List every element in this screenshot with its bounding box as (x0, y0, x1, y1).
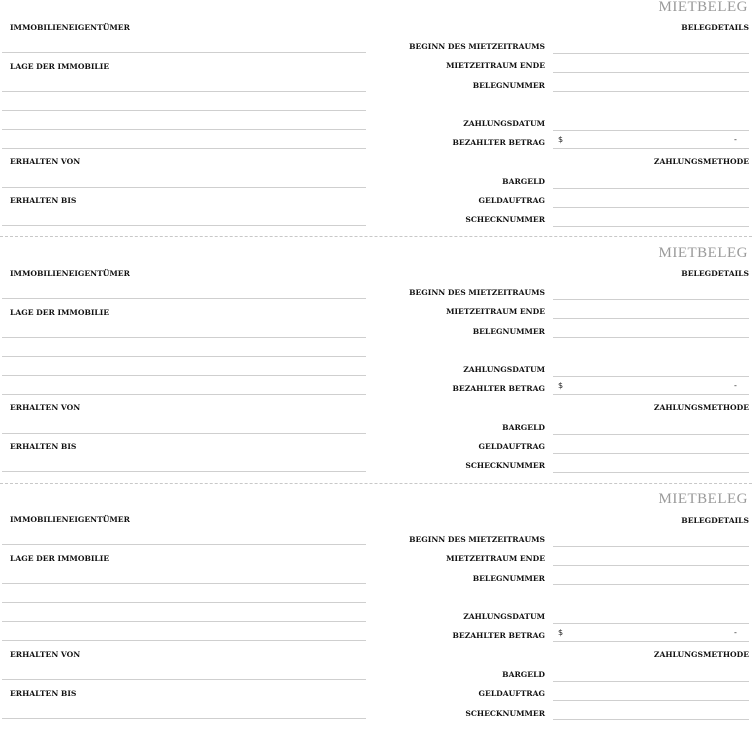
property-label: LAGE DER IMMOBILIE (10, 308, 110, 317)
rent-start-label: BEGINN DES MIETZEITRAUMS (409, 535, 545, 544)
currency-symbol: $ (558, 628, 564, 637)
check-number-label: SCHECKNUMMER (465, 709, 545, 718)
payment-method-label: ZAHLUNGSMETHODE (653, 403, 749, 412)
currency-symbol: $ (558, 135, 564, 144)
amount-paid-label: BEZAHLTER BETRAG (452, 138, 545, 147)
cut-line (0, 483, 752, 484)
rent-end-field[interactable] (553, 318, 749, 319)
rent-receipt-1 (0, 0, 752, 246)
payment-date-field[interactable] (553, 623, 749, 624)
received-from-field[interactable] (2, 433, 366, 434)
cut-line (0, 236, 752, 237)
rent-end-field[interactable] (553, 72, 749, 73)
amount-suffix: - (734, 381, 737, 390)
details-label: BELEGDETAILS (681, 23, 749, 32)
received-by-field[interactable] (2, 471, 366, 472)
rent-end-field[interactable] (553, 565, 749, 566)
rent-start-label: BEGINN DES MIETZEITRAUMS (409, 42, 545, 51)
amount-paid-label: BEZAHLTER BETRAG (452, 384, 545, 393)
property-label: LAGE DER IMMOBILIE (10, 62, 110, 71)
cash-field[interactable] (553, 434, 749, 435)
payment-date-label: ZAHLUNGSDATUM (463, 612, 545, 621)
receipt-number-label: BELEGNUMMER (472, 574, 545, 583)
property-field-line-4[interactable] (2, 640, 366, 641)
currency-symbol: $ (558, 381, 564, 390)
cash-field[interactable] (553, 188, 749, 189)
rent-end-label: MIETZEITRAUM ENDE (446, 554, 545, 563)
received-from-field[interactable] (2, 187, 366, 188)
property-field-line-1[interactable] (2, 583, 366, 584)
received-by-label: ERHALTEN BIS (10, 196, 77, 205)
receipt-title: MIETBELEG (658, 0, 748, 15)
received-by-label: ERHALTEN BIS (10, 442, 77, 451)
rent-start-field[interactable] (553, 299, 749, 300)
property-field-line-4[interactable] (2, 394, 366, 395)
property-field-line-1[interactable] (2, 337, 366, 338)
rent-end-label: MIETZEITRAUM ENDE (446, 307, 545, 316)
owner-label: IMMOBILIENEIGENTÜMER (10, 269, 130, 278)
rent-start-field[interactable] (553, 546, 749, 547)
money-order-label: GELDAUFTRAG (478, 689, 545, 698)
payment-method-label: ZAHLUNGSMETHODE (653, 157, 749, 166)
amount-paid-field[interactable] (553, 641, 749, 642)
cash-label: BARGELD (502, 177, 545, 186)
property-label: LAGE DER IMMOBILIE (10, 554, 110, 563)
owner-label: IMMOBILIENEIGENTÜMER (10, 23, 130, 32)
received-from-label: ERHALTEN VON (10, 157, 81, 166)
check-number-field[interactable] (553, 226, 749, 227)
amount-paid-field[interactable] (553, 148, 749, 149)
receipt-number-field[interactable] (553, 91, 749, 92)
property-field-line-3[interactable] (2, 375, 366, 376)
received-by-field[interactable] (2, 718, 366, 719)
payment-date-field[interactable] (553, 376, 749, 377)
details-label: BELEGDETAILS (681, 516, 749, 525)
details-label: BELEGDETAILS (681, 269, 749, 278)
rent-start-field[interactable] (553, 53, 749, 54)
check-number-label: SCHECKNUMMER (465, 461, 545, 470)
received-from-label: ERHALTEN VON (10, 650, 81, 659)
receipt-title: MIETBELEG (658, 491, 748, 507)
money-order-label: GELDAUFTRAG (478, 442, 545, 451)
money-order-field[interactable] (553, 453, 749, 454)
receipt-number-label: BELEGNUMMER (472, 81, 545, 90)
received-by-label: ERHALTEN BIS (10, 689, 77, 698)
check-number-field[interactable] (553, 472, 749, 473)
cash-label: BARGELD (502, 670, 545, 679)
payment-method-label: ZAHLUNGSMETHODE (653, 650, 749, 659)
property-field-line-3[interactable] (2, 129, 366, 130)
check-number-label: SCHECKNUMMER (465, 215, 545, 224)
payment-date-label: ZAHLUNGSDATUM (463, 365, 545, 374)
owner-field[interactable] (2, 52, 366, 53)
receipt-number-field[interactable] (553, 337, 749, 338)
check-number-field[interactable] (553, 719, 749, 720)
amount-suffix: - (734, 628, 737, 637)
property-field-line-2[interactable] (2, 356, 366, 357)
property-field-line-2[interactable] (2, 110, 366, 111)
cash-field[interactable] (553, 681, 749, 682)
owner-field[interactable] (2, 298, 366, 299)
rent-start-label: BEGINN DES MIETZEITRAUMS (409, 288, 545, 297)
property-field-line-1[interactable] (2, 91, 366, 92)
rent-end-label: MIETZEITRAUM ENDE (446, 61, 545, 70)
amount-paid-field[interactable] (553, 394, 749, 395)
owner-field[interactable] (2, 544, 366, 545)
amount-paid-label: BEZAHLTER BETRAG (452, 631, 545, 640)
received-from-label: ERHALTEN VON (10, 403, 81, 412)
amount-suffix: - (734, 135, 737, 144)
rent-receipt-2 (0, 246, 752, 492)
rent-receipt-3 (0, 492, 752, 738)
receipt-title: MIETBELEG (658, 245, 748, 261)
money-order-field[interactable] (553, 700, 749, 701)
payment-date-field[interactable] (553, 130, 749, 131)
received-from-field[interactable] (2, 679, 366, 680)
property-field-line-3[interactable] (2, 621, 366, 622)
money-order-field[interactable] (553, 207, 749, 208)
payment-date-label: ZAHLUNGSDATUM (463, 119, 545, 128)
receipt-number-label: BELEGNUMMER (472, 327, 545, 336)
cash-label: BARGELD (502, 423, 545, 432)
money-order-label: GELDAUFTRAG (478, 196, 545, 205)
property-field-line-2[interactable] (2, 602, 366, 603)
receipt-number-field[interactable] (553, 584, 749, 585)
property-field-line-4[interactable] (2, 148, 366, 149)
owner-label: IMMOBILIENEIGENTÜMER (10, 515, 130, 524)
received-by-field[interactable] (2, 225, 366, 226)
